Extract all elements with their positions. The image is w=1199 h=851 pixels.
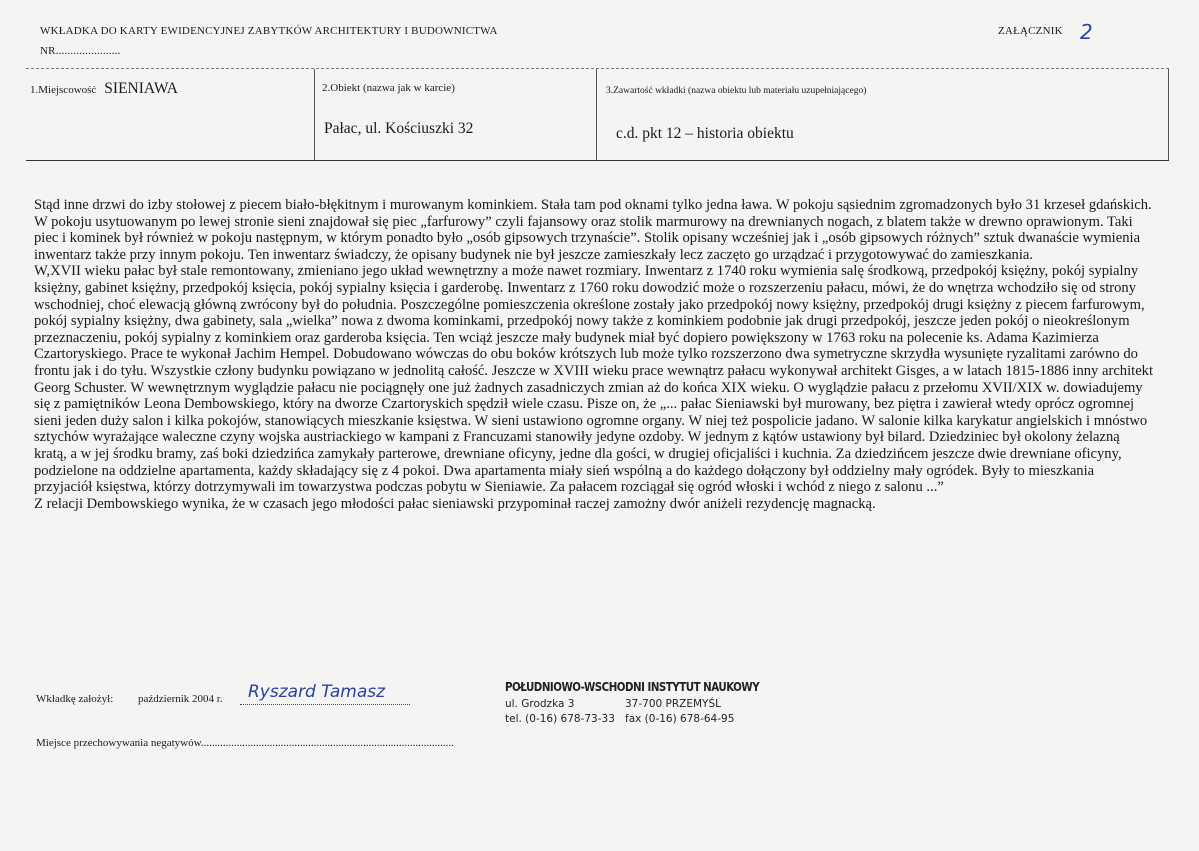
table-right-edge bbox=[1168, 69, 1169, 160]
stamp-street: ul. Grodzka 3 bbox=[505, 698, 575, 710]
negatives-label: Miejsce przechowywania negatywów bbox=[36, 737, 201, 749]
stamp-phone-row bbox=[505, 713, 745, 725]
author-label: Wkładkę założył: bbox=[36, 693, 114, 705]
paragraph: Z relacji Dembowskiego wynika, że w czasach jego młodości pałac sieniawski przypominał raczej zamożny dwór aniżeli rezydencję magnacką. bbox=[34, 495, 876, 512]
nr-label-text: NR bbox=[40, 45, 56, 57]
attachment-label: ZAŁĄCZNIK bbox=[998, 25, 1063, 37]
date-value: październik 2004 r. bbox=[138, 693, 223, 705]
contents-value: c.d. pkt 12 – historia obiektu bbox=[616, 125, 794, 142]
negatives-field bbox=[36, 737, 454, 749]
paragraph: Stąd inne drzwi do izby stołowej z piecem biało-błękitnym i murowanym kominkiem. Stała tam pod oknami tylko jedna ława. W pokoju sąsiednim zgromadzonych było 31 krzeseł gdańskich. W pokoju usytuowanym po lewej stronie sieni znajdował się piec „farfurowy” czyli fajansowy oraz stolik marmurowy na drewnianych nogach, z blatem także w drewno oprawionym. Taki piec i kominek był również w pokoju następnym, w którym ponadto było „osób gipsowych trzynaście”. Stolik opisany wcześniej jak i „osób gipsowych różnych” sztuk dwanaście wymienia inwentarz także przy innym pokoju. Ten inwentarz świadczy, że opisany budynek nie był jeszcze zamieszkały lecz zaczęto go urządzać i przygotowywać do zamieszkania. bbox=[34, 197, 1152, 263]
institute-stamp bbox=[505, 679, 760, 725]
signature: Ryszard Tamasz bbox=[248, 682, 386, 702]
nr-label bbox=[40, 45, 121, 57]
stamp-fax: fax (0-16) 678-64-95 bbox=[625, 713, 735, 725]
locality-value: SIENIAWA bbox=[104, 80, 178, 97]
stamp-postal: 37-700 PRZEMYŚL bbox=[625, 698, 721, 710]
contents-label: 3.Zawartość wkładki (nazwa obiektu lub materiału uzupełniającego) bbox=[606, 86, 867, 96]
stamp-tel: tel. (0-16) 678-73-33 bbox=[505, 713, 615, 725]
table-divider-1 bbox=[314, 69, 315, 160]
stamp-name: POŁUDNIOWO-WSCHODNI INSTYTUT NAUKOWY bbox=[505, 679, 760, 694]
table-top-rule bbox=[26, 68, 1169, 69]
document-title: WKŁADKA DO KARTY EWIDENCYJNEJ ZABYTKÓW ARCHITEKTURY I BUDOWNICTWA bbox=[40, 25, 498, 37]
locality-label: 1.Miejscowość bbox=[30, 84, 97, 96]
negatives-dots: ............................................................................................ bbox=[200, 737, 454, 749]
history-text bbox=[34, 197, 1154, 512]
locality-field bbox=[30, 80, 178, 98]
attachment-number: 2 bbox=[1080, 20, 1093, 44]
object-label: 2.Obiekt (nazwa jak w karcie) bbox=[322, 82, 455, 94]
table-bottom-rule bbox=[26, 160, 1169, 161]
paragraph: W,XVII wieku pałac był stale remontowany, zmieniano jego układ wewnętrzny a może nawet rozmiary. Inwentarz z 1740 roku wymienia salę środkową, przedpokój księżny, pokój sypialny księżny, gabinet księżny, przedpokój księcia, pokój sypialny księcia i garderobę. Inwentarz z 1760 roku dowodzić może o rozszerzeniu pałacu, mówi, że do wnętrza wchodziło się od strony wschodniej, choć elewacją główną zwrócony był do południa. Poszczególne pomieszczenia określone zostały jako przedpokój nowy księżny, przedpokój drugi księżny z piecem farfurowym, pokój sypialny księżny, dwa gabinety, sala „wielka” nowa z dwoma kominkami, przedpokój nowy także z kominkiem podobnie jak drugi przedpokój, jeszcze jeden pokój o nieokreślonym przeznaczeniu, pokój sypialny z kominkiem oraz garderoba księcia. Ten wciąż jeszcze mały budynek miał być dopiero powiększony w 1763 roku na polecenie ks. Adama Kazimierza Czartoryskiego. Prace te wykonał Jachim Hempel. Dobudowano wówczas do obu boków krótszych lub może tylko rozszerzono dwa symetryczne skrzydła wysunięte ryzalitami zarówno do frontu jak i do tyłu. Wszystkie człony budynku powiązano w jednolitą całość. Jeszcze w XVIII wieku prace wewnątrz pałacu wykonywał architekt Gisges, a w latach 1815-1886 inny architekt Georg Schuster. W wewnętrznym wyglądzie pałacu nie pociągnęły one już żadnych zasadniczych zmian aż do końca XIX wieku. O wyglądzie pałacu z przełomu XVII/XIX w. dowiadujemy się z pamiętników Leona Dembowskiego, który na dworze Czartoryskich spędził wiele czasu. Pisze on, że „... pałac Sieniawski był murowany, bez piętra i zawierał wtedy oprócz ogromnej sieni jeden duży salon i kilka pokojów, stanowiących mieszkanie księstwa. W sieni ustawiono ogromne organy. W niej też pospolicie jadano. W salonie kilka karykatur angielskich i mnóstwo sztychów wyrażające waleczne czyny wojska austriackiego w kampani z Francuzami stanowiły jedyne ozdoby. W jednym z kątów ustawiony był bilard. Dziedziniec był okolony żelazną kratą, a w jej środku bramy, zaś boki dziedzińca zamykały parterowe, drewniane oficyny, jedne dla gości, w drugiej oficjaliści i kuchnia. Za dziedzińcem jeszcze dwie drewniane oficyny, podzielone na oddzielne apartamenta, każdy składający się z 4 pokoi. Dwa apartamenta miały sień wspólną a do każdego dołączony był oddzielny mały ogródek. Były to mieszkania przyjaciół księstwa, którzy dotrzymywali im towarzystwa podczas pobytu w Sieniawie. Za pałacem rozciągał się ogród włoski i wchód z niego z salonu ...” bbox=[34, 263, 1154, 496]
nr-value: ...................... bbox=[55, 45, 121, 57]
signature-dots bbox=[240, 704, 410, 705]
stamp-address-row bbox=[505, 698, 745, 710]
object-value: Pałac, ul. Kościuszki 32 bbox=[324, 120, 474, 137]
table-divider-2 bbox=[596, 69, 597, 160]
